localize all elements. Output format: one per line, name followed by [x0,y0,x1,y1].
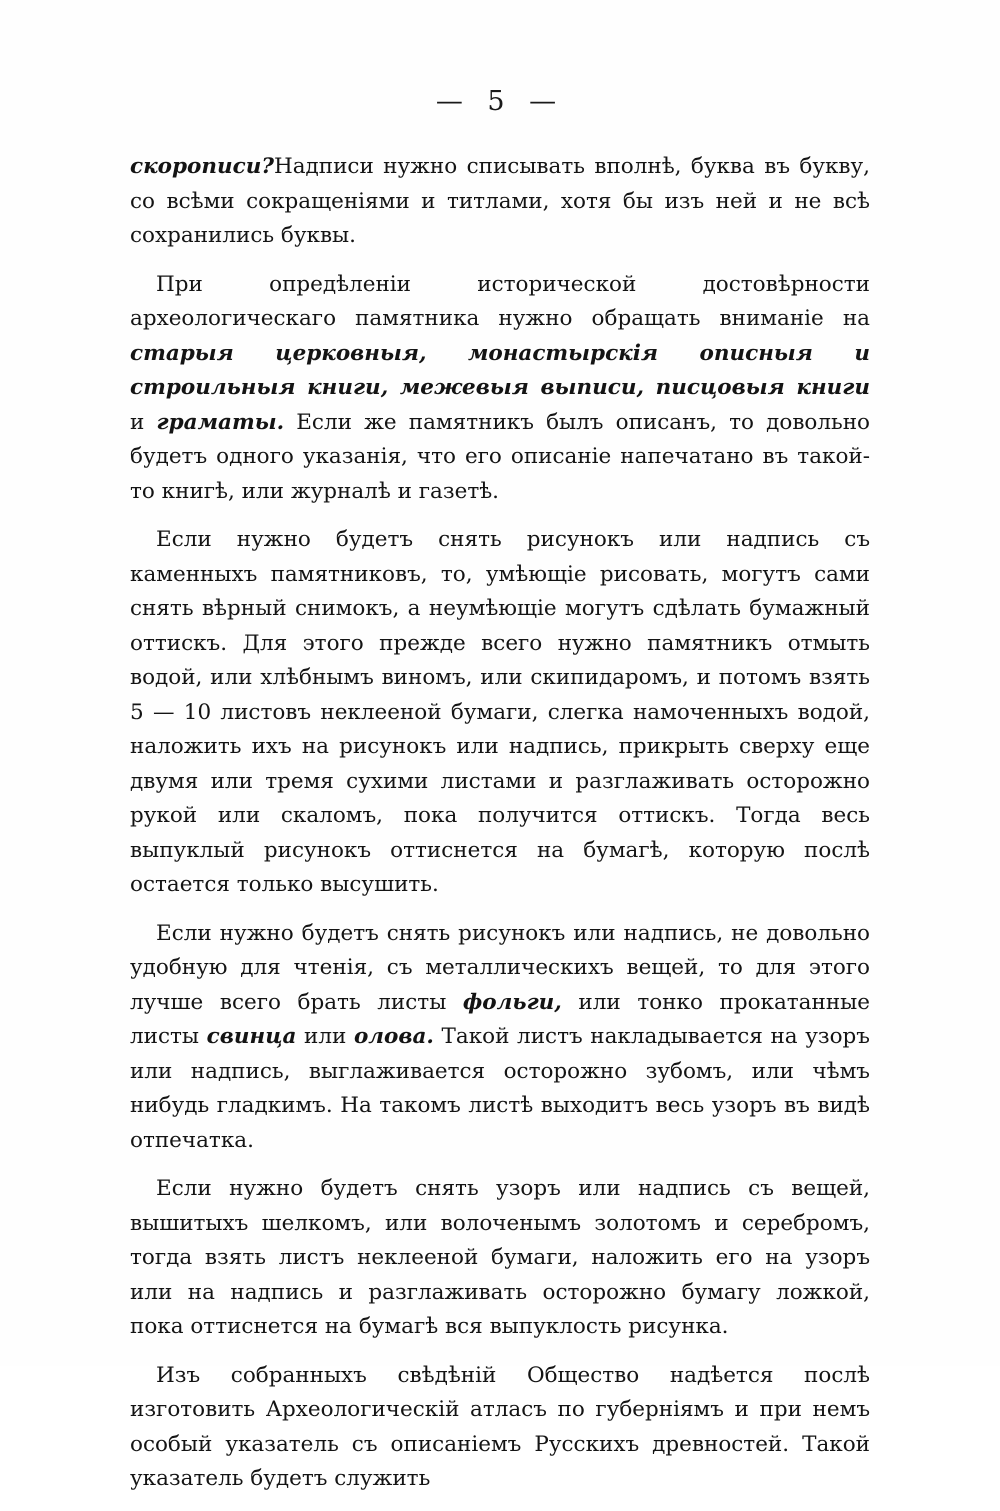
text-run: Если же памятникъ былъ описанъ, то довольно будетъ одного указанія, что его описаніе напечатано въ такой-то книгѣ, или журналѣ и газетѣ. [130,409,871,504]
text-run: Если нужно будетъ снять рисунокъ или надпись, не довольно удобную для чтенія, съ металлическихъ вещей, то для этого лучше всего брать листы [130,920,870,1015]
italic-term: граматы. [156,409,285,435]
italic-term: старыя церковныя, монастырскія описныя и строильныя книги, межевыя выписи, писцовыя книги [130,340,870,400]
text-run: Если нужно будетъ снять узоръ или надпись съ вещей, вышитыхъ шелкомъ, или волоченымъ золотомъ и серебромъ, тогда взять листъ неклееной бумаги, наложить его на узоръ или на надпись и разглаживать осторожно бумагу ложкой, пока оттиснется на бумагѣ вся выпуклость рисунка. [130,1176,870,1339]
page-number: — 5 — [435,86,565,117]
text-run: или [296,1024,354,1049]
italic-term: олова. [353,1024,434,1049]
paragraph [130,1172,870,1345]
paragraph [130,917,870,1159]
text-run: Если нужно будетъ снять рисунокъ или надпись съ каменныхъ памятниковъ, то, умѣющіе рисовать, могутъ сами снять вѣрный снимокъ, а неумѣющіе могутъ сдѣлать бумажный оттискъ. Для этого прежде всего нужно памятникъ отмыть водой, или хлѣбнымъ виномъ, или скипидаромъ, и потомъ взять 5 — 10 листовъ неклееной бумаги, слегка намоченныхъ водой, наложить ихъ на рисунокъ или надпись, прикрыть сверху еще двумя или тремя сухими листами и разглаживать осторожно рукой или скаломъ, пока получится оттискъ. Тогда весь выпуклый рисунокъ оттиснется на бумагѣ, которую послѣ остается только высушить. [130,527,870,897]
italic-term: фольги, [462,989,562,1015]
paragraph [130,1359,870,1497]
italic-term: скорописи? [130,154,274,179]
italic-term: свинца [206,1024,297,1049]
text-run: Надписи нужно списывать вполнѣ, буква въ букву, со всѣми сокращеніями и титлами, хотя бы изъ ней и не всѣ сохранились буквы. [130,154,870,248]
paragraph [130,268,870,510]
paragraph [130,150,870,254]
text-run: или тонко прокатанные листы [130,989,870,1049]
body-text [130,150,870,1511]
text-run: Изъ собранныхъ свѣдѣній Общество надѣется послѣ изготовить Археологическій атласъ по губерніямъ и при немъ особый указатель съ описаніемъ Русскихъ древностей. Такой указатель будетъ служить [130,1362,870,1491]
paragraph [130,523,870,903]
text-run: и [130,409,157,435]
text-run: При опредѣленіи исторической достовѣрности археологическаго памятника нужно обращать вниманіе на [130,271,870,331]
text-run: Такой листъ накладывается на узоръ или надпись, выглаживается осторожно зубомъ, или чѣмъ нибудь гладкимъ. На такомъ листѣ выходитъ весь узоръ въ видѣ отпечатка. [130,1024,870,1153]
